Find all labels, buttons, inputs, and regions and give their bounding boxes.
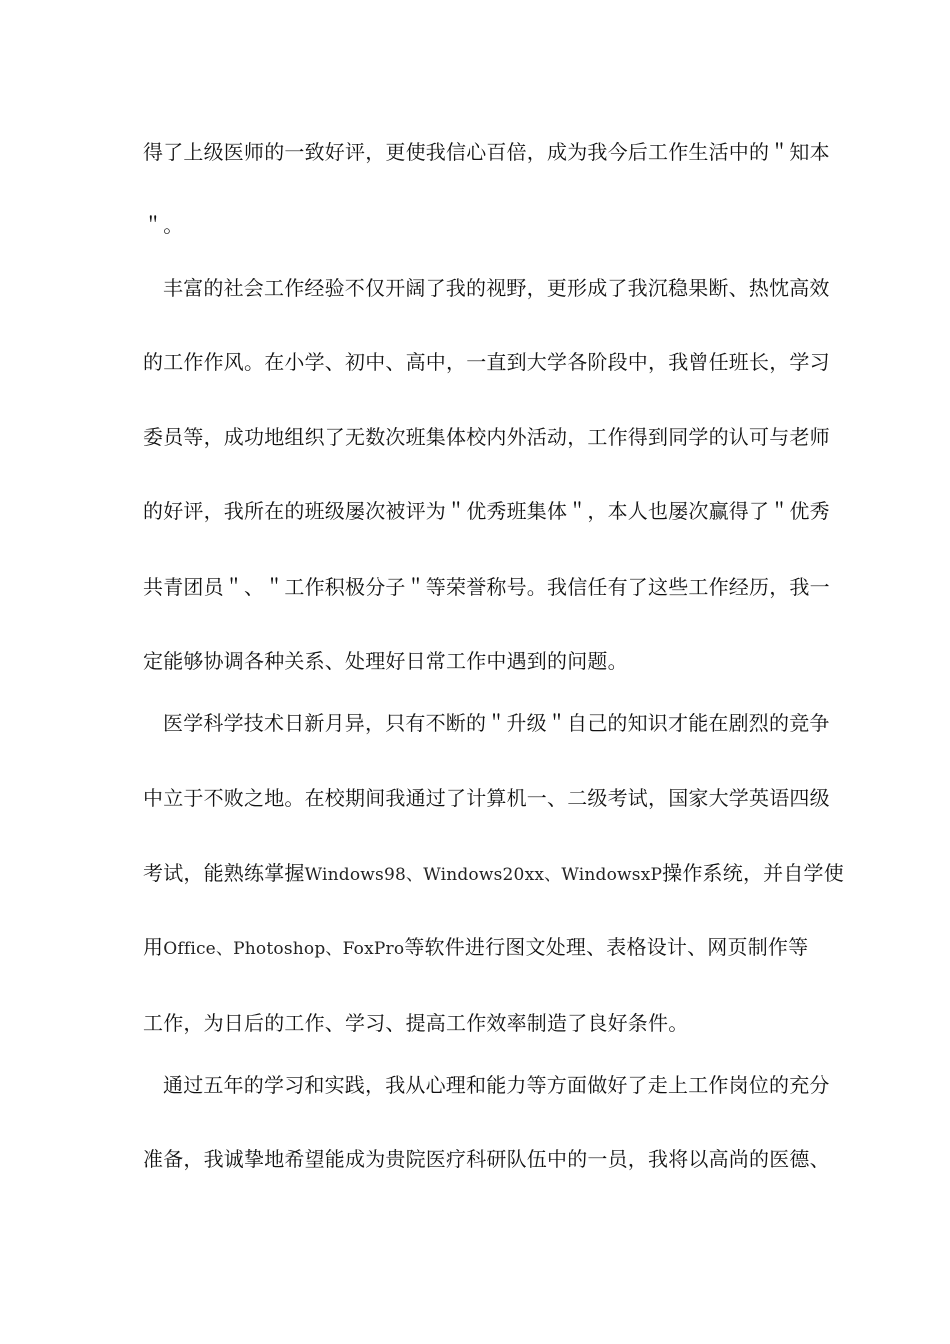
text-line: 准备，我诚挚地希望能成为贵院医疗科研队伍中的一员，我将以高尚的医德、 bbox=[143, 1147, 830, 1171]
text-line-mixed bbox=[143, 934, 809, 962]
software-names: Office、Photoshop、FoxPro bbox=[163, 939, 405, 959]
text-line: 中立于不败之地。在校期间我通过了计算机一、二级考试，国家大学英语四级 bbox=[143, 786, 830, 810]
text-line: 得了上级医师的一致好评，更使我信心百倍，成为我今后工作生活中的＂知本 bbox=[143, 140, 830, 164]
text-segment: 等软件进行图文处理、表格设计、网页制作等 bbox=[404, 935, 809, 959]
text-line: ＂。 bbox=[143, 213, 184, 237]
text-segment: 考试，能熟练掌握 bbox=[143, 861, 305, 885]
text-segment: 操作系统，并自学使 bbox=[662, 861, 844, 885]
paragraph-start-line: 丰富的社会工作经验不仅开阔了我的视野，更形成了我沉稳果断、热忱高效 bbox=[163, 276, 830, 300]
text-line: 工作，为日后的工作、学习、提高工作效率制造了良好条件。 bbox=[143, 1011, 689, 1035]
text-line-mixed bbox=[143, 860, 844, 888]
text-line: 的工作作风。在小学、初中、高中，一直到大学各阶段中，我曾任班长，学习 bbox=[143, 350, 830, 374]
text-line: 委员等，成功地组织了无数次班集体校内外活动，工作得到同学的认可与老师 bbox=[143, 425, 830, 449]
text-line: 定能够协调各种关系、处理好日常工作中遇到的问题。 bbox=[143, 649, 628, 673]
text-line: 的好评，我所在的班级屡次被评为＂优秀班集体＂，本人也屡次赢得了＂优秀 bbox=[143, 499, 830, 523]
text-segment: 用 bbox=[143, 935, 164, 959]
software-names: Windows98、Windows20xx、WindowsxP bbox=[304, 865, 663, 885]
text-line: 共青团员＂、＂工作积极分子＂等荣誉称号。我信任有了这些工作经历，我一 bbox=[143, 575, 830, 599]
paragraph-start-line: 通过五年的学习和实践，我从心理和能力等方面做好了走上工作岗位的充分 bbox=[163, 1073, 830, 1097]
paragraph-start-line: 医学科学技术日新月异，只有不断的＂升级＂自己的知识才能在剧烈的竞争 bbox=[163, 711, 830, 735]
